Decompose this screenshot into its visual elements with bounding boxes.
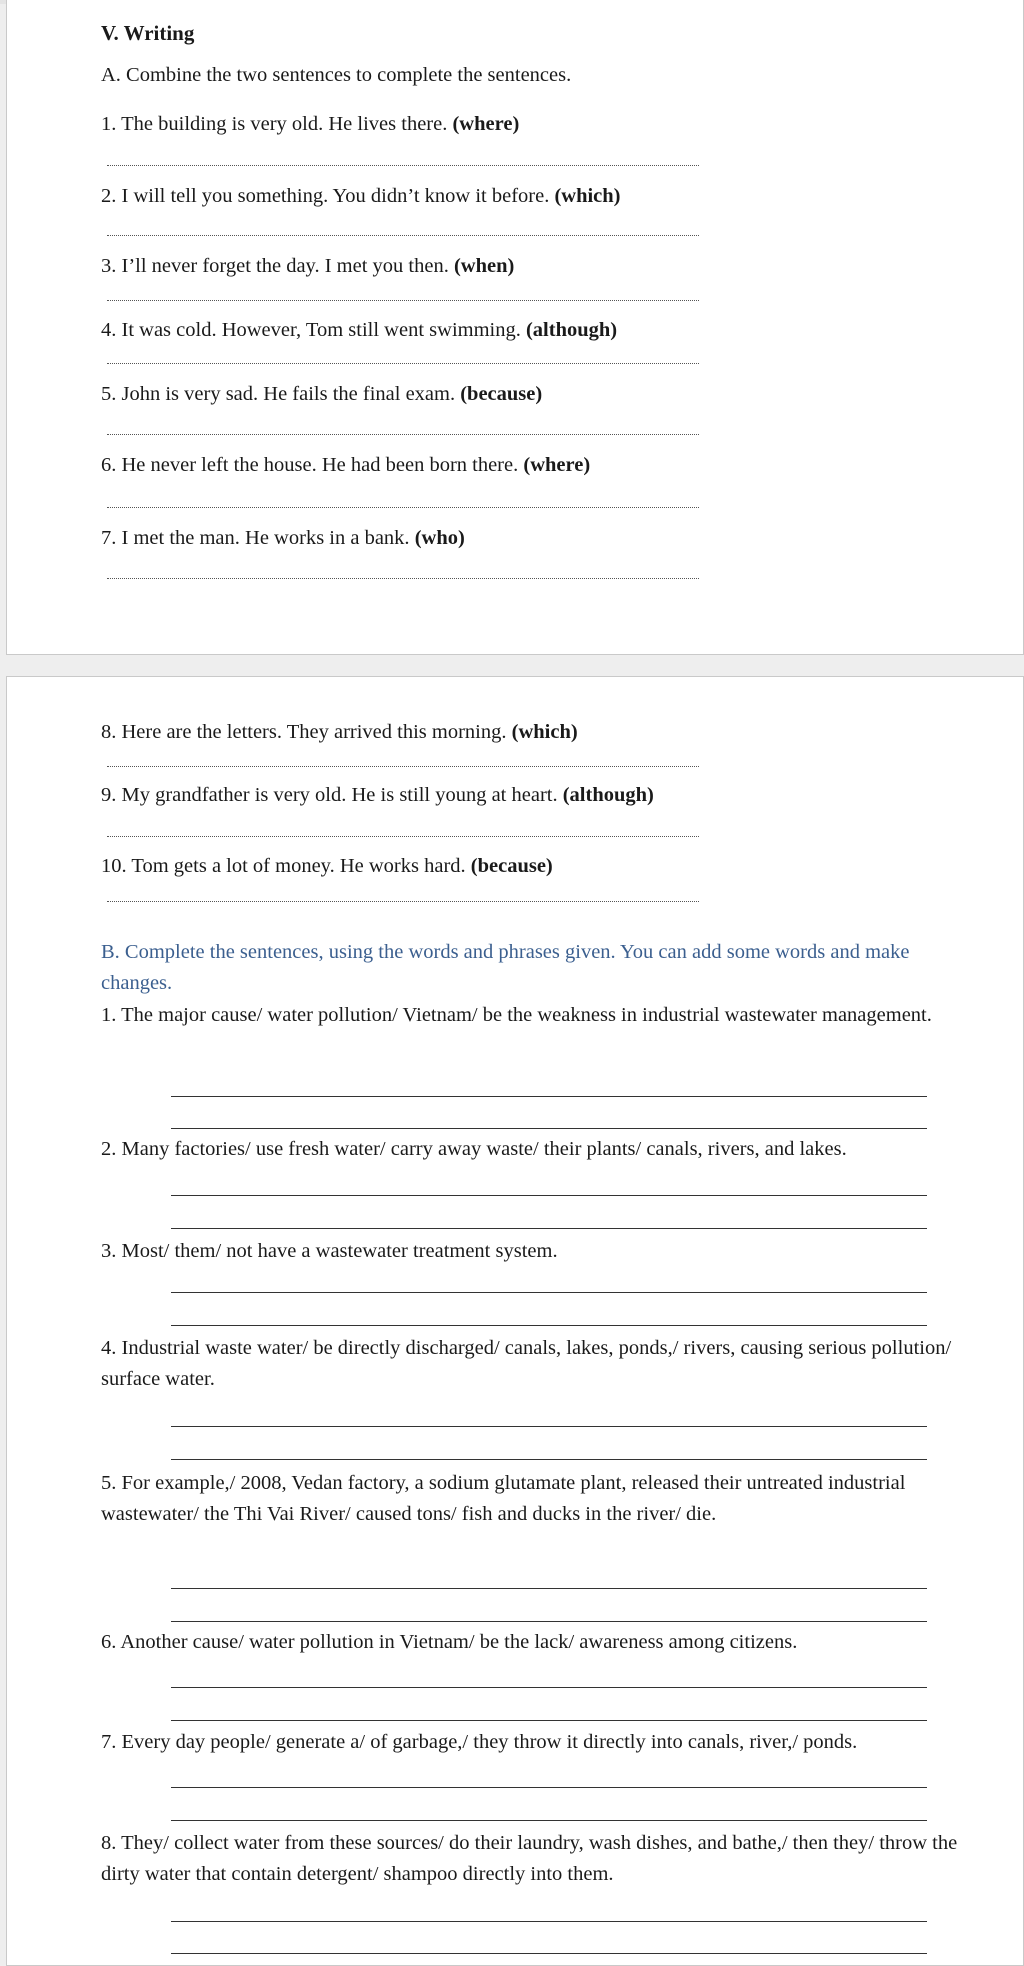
answer-line-a9[interactable] (107, 836, 699, 837)
part-a-item-8: 8. Here are the letters. They arrived this morning. (which) (101, 721, 578, 743)
answer-line-a1[interactable] (107, 165, 699, 166)
answer-line-a7[interactable] (107, 578, 699, 579)
answer-line-b6-1[interactable] (171, 1687, 927, 1688)
part-b-instruction: B. Complete the sentences, using the words and phrases given. You can add some words and make changes. (101, 941, 910, 994)
part-b-item-1: 1. The major cause/ water pollution/ Vietnam/ be the weakness in industrial wastewater management. (101, 1004, 932, 1026)
part-a-item-4: 4. It was cold. However, Tom still went swimming. (although) (101, 319, 618, 341)
answer-line-b4-2[interactable] (171, 1459, 927, 1460)
document-page-2 (6, 676, 1024, 1966)
answer-line-a4[interactable] (107, 363, 699, 364)
part-a-instruction: A. Combine the two sentences to complete the sentences. (101, 64, 572, 86)
answer-line-b3-2[interactable] (171, 1325, 927, 1326)
answer-line-b8-2[interactable] (171, 1953, 927, 1954)
part-b-item-2: 2. Many factories/ use fresh water/ carry away waste/ their plants/ canals, rivers, and lakes. (101, 1138, 847, 1160)
answer-line-b5-2[interactable] (171, 1621, 927, 1622)
part-a-item-3: 3. I’ll never forget the day. I met you then. (when) (101, 255, 515, 277)
answer-line-b7-2[interactable] (171, 1820, 927, 1821)
answer-line-b4-1[interactable] (171, 1426, 927, 1427)
part-a-item-9: 9. My grandfather is very old. He is still young at heart. (although) (101, 784, 654, 806)
section-title: V. Writing (101, 21, 195, 45)
part-a-item-7: 7. I met the man. He works in a bank. (who) (101, 527, 465, 549)
part-b-item-7: 7. Every day people/ generate a/ of garbage,/ they throw it directly into canals, river,/ ponds. (101, 1731, 858, 1753)
answer-line-b2-1[interactable] (171, 1195, 927, 1196)
answer-line-b7-1[interactable] (171, 1787, 927, 1788)
answer-line-b6-2[interactable] (171, 1720, 927, 1721)
answer-line-b5-1[interactable] (171, 1588, 927, 1589)
part-a-item-6: 6. He never left the house. He had been born there. (where) (101, 454, 591, 476)
document-page-1 (6, 0, 1024, 655)
answer-line-a8[interactable] (107, 766, 699, 767)
answer-line-a10[interactable] (107, 901, 699, 902)
part-b-item-5: 5. For example,/ 2008, Vedan factory, a sodium glutamate plant, released their untreated industrial wastewater/ the Thi Vai River/ caused tons/ fish and ducks in the river/ die. (101, 1472, 906, 1525)
part-a-item-2: 2. I will tell you something. You didn’t know it before. (which) (101, 185, 621, 207)
part-b-item-4: 4. Industrial waste water/ be directly discharged/ canals, lakes, ponds,/ rivers, causing serious pollution/ surface water. (101, 1337, 952, 1390)
answer-line-b8-1[interactable] (171, 1921, 927, 1922)
part-b-item-6: 6. Another cause/ water pollution in Vietnam/ be the lack/ awareness among citizens. (101, 1631, 798, 1653)
part-a-item-1: 1. The building is very old. He lives there. (where) (101, 113, 520, 135)
answer-line-b2-2[interactable] (171, 1228, 927, 1229)
answer-line-a2[interactable] (107, 235, 699, 236)
part-b-item-8: 8. They/ collect water from these sources/ do their laundry, wash dishes, and bathe,/ then they/ throw the dirty water that contain detergent/ shampoo directly into them. (101, 1832, 958, 1885)
part-b-item-3: 3. Most/ them/ not have a wastewater treatment system. (101, 1240, 558, 1262)
answer-line-a5[interactable] (107, 434, 699, 435)
part-a-item-10: 10. Tom gets a lot of money. He works hard. (because) (101, 855, 553, 877)
answer-line-a6[interactable] (107, 507, 699, 508)
answer-line-b3-1[interactable] (171, 1292, 927, 1293)
answer-line-b1-1[interactable] (171, 1096, 927, 1097)
answer-line-b1-2[interactable] (171, 1128, 927, 1129)
part-a-item-5: 5. John is very sad. He fails the final exam. (because) (101, 383, 543, 405)
answer-line-a3[interactable] (107, 300, 699, 301)
